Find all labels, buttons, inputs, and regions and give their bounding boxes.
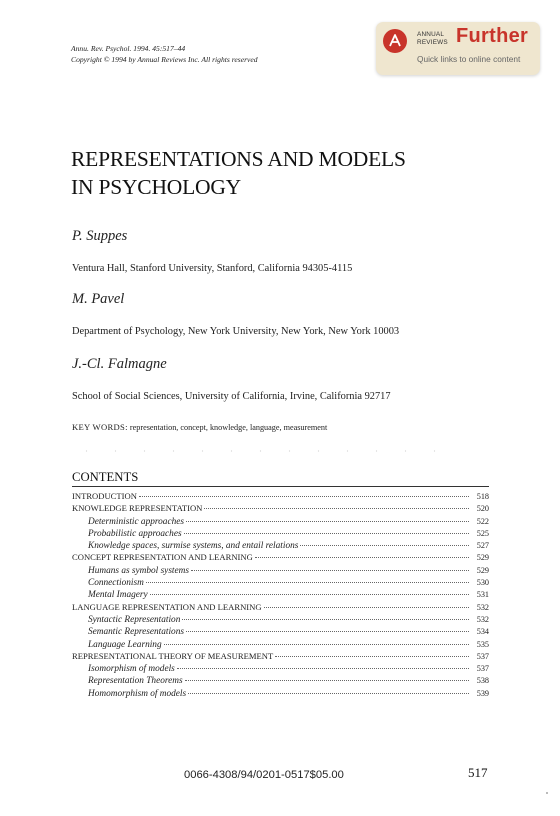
author-name: P. Suppes xyxy=(72,228,128,244)
banner-subtitle: Quick links to online content xyxy=(417,54,521,64)
toc-entry-label: Language Learning xyxy=(88,639,162,650)
toc-entry-label: Knowledge spaces, surmise systems, and entail relations xyxy=(88,541,299,552)
table-of-contents xyxy=(72,490,489,699)
toc-entry-label: Representation Theorems xyxy=(88,676,183,687)
toc-entry-page: 518 xyxy=(476,492,489,501)
toc-entry-page: 522 xyxy=(476,516,489,526)
toc-entry-label: Connectionism xyxy=(88,578,144,589)
toc-leader-dots xyxy=(182,611,469,620)
toc-entry-page: 529 xyxy=(476,553,489,563)
page-number: 517 xyxy=(468,765,488,780)
contents-heading: CONTENTS xyxy=(72,470,139,484)
toc-entry-page: 525 xyxy=(476,528,489,538)
toc-entry-label: Deterministic approaches xyxy=(88,516,184,527)
toc-entry-label: Probabilistic approaches xyxy=(88,528,182,539)
toc-leader-dots xyxy=(186,513,469,522)
author-affiliation: Department of Psychology, New York University, New York, New York 10003 xyxy=(72,326,400,337)
citation-line-2: Copyright © 1994 by Annual Reviews Inc. All rights reserved xyxy=(71,54,258,64)
toc-entry-page: 538 xyxy=(476,676,489,686)
author-affiliation: School of Social Sciences, University of California, Irvine, California 92717 xyxy=(72,391,391,402)
toc-entry-label: Semantic Representations xyxy=(88,627,184,638)
toc-leader-dots xyxy=(186,623,469,632)
toc-leader-dots xyxy=(146,574,469,583)
toc-entry-page: 534 xyxy=(476,627,489,637)
toc-entry-page: 531 xyxy=(476,590,489,600)
toc-leader-dots xyxy=(255,549,469,558)
toc-entry[interactable] xyxy=(72,687,489,699)
keywords-label: KEY WORDS: xyxy=(72,422,128,432)
toc-entry-label: LANGUAGE REPRESENTATION AND LEARNING xyxy=(72,601,262,612)
toc-entry-page: 539 xyxy=(476,688,489,698)
toc-entry-label: KNOWLEDGE REPRESENTATION xyxy=(72,503,203,514)
author-name: J.-Cl. Falmagne xyxy=(72,356,167,372)
toc-entry-page: 532 xyxy=(476,614,489,624)
toc-entry-page: 537 xyxy=(476,651,489,661)
toc-entry-page: 537 xyxy=(476,664,489,674)
toc-entry-page: 520 xyxy=(476,504,489,514)
keywords xyxy=(72,422,327,432)
toc-leader-dots xyxy=(185,672,469,681)
toc-leader-dots xyxy=(204,500,469,509)
article-code: 0066-4308/94/0201-0517$05.00 xyxy=(184,769,344,781)
toc-entry-label: Isomorphism of models xyxy=(88,664,175,675)
banner-brand: Further xyxy=(456,25,529,47)
toc-entry-label: INTRODUCTION xyxy=(72,491,137,501)
author-affiliation: Ventura Hall, Stanford University, Stanford, California 94305-4115 xyxy=(72,263,353,274)
faint-dotted-divider xyxy=(72,450,452,452)
toc-leader-dots xyxy=(275,648,469,657)
title-line-1: REPRESENTATIONS AND MODELS xyxy=(71,147,406,171)
toc-leader-dots xyxy=(164,636,469,645)
article-title xyxy=(71,145,406,201)
toc-entry-label: Mental Imagery xyxy=(88,590,148,601)
toc-entry-page: 535 xyxy=(476,639,489,649)
toc-leader-dots xyxy=(150,586,469,595)
journal-citation xyxy=(71,44,258,65)
banner-tag-line-1: ANNUAL xyxy=(417,31,445,38)
author-name: M. Pavel xyxy=(72,291,125,307)
toc-entry-page: 529 xyxy=(476,565,489,575)
toc-entry-label: Homomorphism of models xyxy=(88,688,187,699)
annual-reviews-logo-icon xyxy=(383,29,407,53)
title-line-2: IN PSYCHOLOGY xyxy=(71,175,242,199)
toc-entry-page: 530 xyxy=(476,578,489,588)
toc-leader-dots xyxy=(191,562,469,571)
toc-entry-label: Syntactic Representation xyxy=(88,614,181,625)
toc-entry-page: 527 xyxy=(476,541,489,551)
citation-line-1: Annu. Rev. Psychol. 1994. 45:517–44 xyxy=(71,44,186,53)
further-banner[interactable] xyxy=(376,22,540,75)
banner-tag-line-2: REVIEWS xyxy=(417,38,448,46)
toc-leader-dots xyxy=(264,599,469,608)
toc-entry-label: REPRESENTATIONAL THEORY OF MEASUREMENT xyxy=(72,650,274,661)
toc-leader-dots xyxy=(188,685,469,694)
toc-leader-dots xyxy=(184,525,469,534)
banner-tagline xyxy=(417,31,448,46)
toc-entry-page: 532 xyxy=(476,602,489,612)
keywords-text: representation, concept, knowledge, language, measurement xyxy=(129,423,328,432)
toc-leader-dots xyxy=(177,660,469,669)
corner-mark xyxy=(546,792,548,794)
toc-entry-label: Humans as symbol systems xyxy=(88,565,189,576)
toc-entry-label: CONCEPT REPRESENTATION AND LEARNING xyxy=(72,552,253,563)
toc-leader-dots xyxy=(300,537,469,546)
toc-leader-dots xyxy=(139,488,469,497)
contents-rule xyxy=(72,486,489,487)
